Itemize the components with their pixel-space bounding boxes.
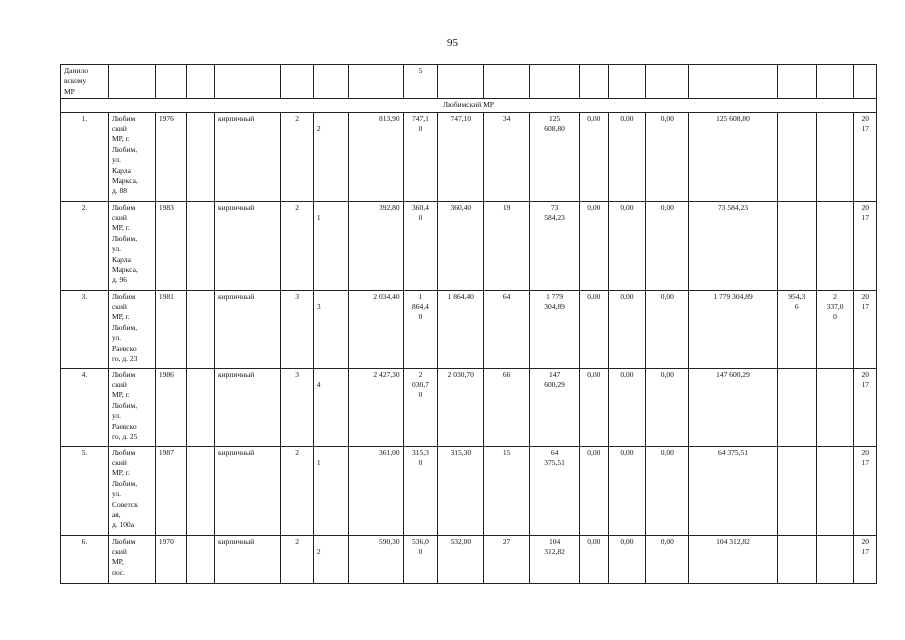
total-area-cell: 813,90 [348,112,403,201]
limit-cost-cell [816,201,854,290]
limit-cost-cell: 2 337,0 0 [816,290,854,368]
entrances-cell: 4 [313,368,348,446]
living-area-cell: 747,1 0 [403,112,438,201]
fund-cell: 0,00 [580,368,609,446]
living-area-cell: 360,4 0 [403,201,438,290]
floors-cell: 2 [281,535,314,583]
repair-cost-cell: 125 608,80 [530,112,580,201]
fund-cell: 0,00 [646,201,689,290]
planned-year-cell: 20 17 [854,535,877,583]
row-number: 1. [61,112,109,201]
wall-material-cell: кирпичный [214,535,280,583]
residential-area-cell: 360,40 [438,201,484,290]
table-row [61,535,877,583]
row-number: 3. [61,290,109,368]
header-area-cell: 5 [403,65,438,99]
residential-area-cell: 532,00 [438,535,484,583]
fund-cell: 0,00 [646,535,689,583]
fund-cell: 0,00 [646,112,689,201]
total-cost-cell: 73 584,23 [689,201,778,290]
living-area-cell: 536,0 0 [403,535,438,583]
fund-cell: 0,00 [646,446,689,535]
repair-cost-cell: 73 584,23 [530,201,580,290]
planned-year-cell: 20 17 [854,201,877,290]
table-row [61,112,877,201]
district-header-cell: Данило вскому МР [61,65,109,99]
limit-cost-cell [816,446,854,535]
residents-cell: 66 [484,368,530,446]
table-row [61,446,877,535]
header-cell [854,65,877,99]
fund-cell: 0,00 [608,112,646,201]
planned-year-cell: 20 17 [854,290,877,368]
header-cell [108,65,155,99]
repair-cost-cell: 1 779 304,89 [530,290,580,368]
fund-cell: 0,00 [608,368,646,446]
header-cell [816,65,854,99]
repair-cost-cell: 104 312,82 [530,535,580,583]
page-number: 95 [447,37,458,49]
floors-cell: 3 [281,368,314,446]
residential-area-cell: 2 030,70 [438,368,484,446]
year-built-cell: 1981 [155,290,187,368]
floors-cell: 3 [281,290,314,368]
empty-cell [187,535,215,583]
housing-repair-table [60,64,877,584]
header-cell [281,65,314,99]
wall-material-cell: кирпичный [214,112,280,201]
entrances-cell: 2 [313,112,348,201]
total-cost-cell: 1 779 304,89 [689,290,778,368]
total-area-cell: 2 034,40 [348,290,403,368]
empty-cell [187,290,215,368]
address-cell: Любим ский МР, пос. [108,535,155,583]
entrances-cell: 2 [313,535,348,583]
header-cell [646,65,689,99]
table-row [61,201,877,290]
header-cell [214,65,280,99]
row-number: 6. [61,535,109,583]
limit-cost-cell [816,112,854,201]
entrances-cell: 3 [313,290,348,368]
residents-cell: 34 [484,112,530,201]
living-area-cell: 2 030,7 0 [403,368,438,446]
header-cell [438,65,484,99]
year-built-cell: 1976 [155,112,187,201]
header-cell [580,65,609,99]
residential-area-cell: 1 864,40 [438,290,484,368]
fund-cell: 0,00 [608,535,646,583]
wall-material-cell: кирпичный [214,446,280,535]
table-row [61,368,877,446]
residents-cell: 27 [484,535,530,583]
address-cell: Любим ский МР, г. Любим, ул. Карла Маркса, д. 88 [108,112,155,201]
residents-cell: 64 [484,290,530,368]
total-cost-cell: 104 312,82 [689,535,778,583]
year-built-cell: 1987 [155,446,187,535]
row-number: 2. [61,201,109,290]
wall-material-cell: кирпичный [214,201,280,290]
floors-cell: 2 [281,201,314,290]
residential-area-cell: 747,10 [438,112,484,201]
fund-cell: 0,00 [646,290,689,368]
empty-cell [187,446,215,535]
table-body [61,65,877,584]
wall-material-cell: кирпичный [214,290,280,368]
entrances-cell: 1 [313,446,348,535]
address-cell: Любим ский МР, г. Любим, ул. Карла Маркса, д. 96 [108,201,155,290]
header-cell [689,65,778,99]
total-area-cell: 2 427,30 [348,368,403,446]
fund-cell: 0,00 [580,112,609,201]
fund-cell: 0,00 [608,201,646,290]
unit-cost-cell [777,535,816,583]
section-title: Любимский МР [61,99,877,112]
empty-cell [187,112,215,201]
address-cell: Любим ский МР, г. Любим, ул. Раевско го, д. 23 [108,290,155,368]
living-area-cell: 1 864,4 0 [403,290,438,368]
header-cell [187,65,215,99]
total-cost-cell: 125 608,80 [689,112,778,201]
fund-cell: 0,00 [608,290,646,368]
fund-cell: 0,00 [580,446,609,535]
header-cell [777,65,816,99]
residents-cell: 19 [484,201,530,290]
total-area-cell: 590,30 [348,535,403,583]
planned-year-cell: 20 17 [854,112,877,201]
fund-cell: 0,00 [580,535,609,583]
residents-cell: 15 [484,446,530,535]
header-cell [608,65,646,99]
limit-cost-cell [816,535,854,583]
section-row [61,99,877,112]
header-cell [348,65,403,99]
floors-cell: 2 [281,446,314,535]
fund-cell: 0,00 [646,368,689,446]
fund-cell: 0,00 [608,446,646,535]
total-cost-cell: 147 600,29 [689,368,778,446]
year-built-cell: 1983 [155,201,187,290]
fund-cell: 0,00 [580,201,609,290]
header-cell [530,65,580,99]
unit-cost-cell [777,112,816,201]
year-built-cell: 1970 [155,535,187,583]
empty-cell [187,201,215,290]
fund-cell: 0,00 [580,290,609,368]
header-cell [313,65,348,99]
table-row [61,290,877,368]
header-cell [155,65,187,99]
unit-cost-cell [777,368,816,446]
repair-cost-cell: 64 375,51 [530,446,580,535]
living-area-cell: 315,3 0 [403,446,438,535]
total-cost-cell: 64 375,51 [689,446,778,535]
wall-material-cell: кирпичный [214,368,280,446]
year-built-cell: 1986 [155,368,187,446]
empty-cell [187,368,215,446]
row-number: 5. [61,446,109,535]
unit-cost-cell: 954,3 6 [777,290,816,368]
address-cell: Любим ский МР, г. Любим, ул. Советск ая, д. 100а [108,446,155,535]
entrances-cell: 1 [313,201,348,290]
unit-cost-cell [777,446,816,535]
row-number: 4. [61,368,109,446]
total-area-cell: 361,00 [348,446,403,535]
planned-year-cell: 20 17 [854,446,877,535]
address-cell: Любим ский МР, г. Любим, ул. Раевско го, д. 25 [108,368,155,446]
unit-cost-cell [777,201,816,290]
residential-area-cell: 315,30 [438,446,484,535]
header-cell [484,65,530,99]
floors-cell: 2 [281,112,314,201]
header-row [61,65,877,99]
planned-year-cell: 20 17 [854,368,877,446]
limit-cost-cell [816,368,854,446]
repair-cost-cell: 147 600,29 [530,368,580,446]
total-area-cell: 392,80 [348,201,403,290]
